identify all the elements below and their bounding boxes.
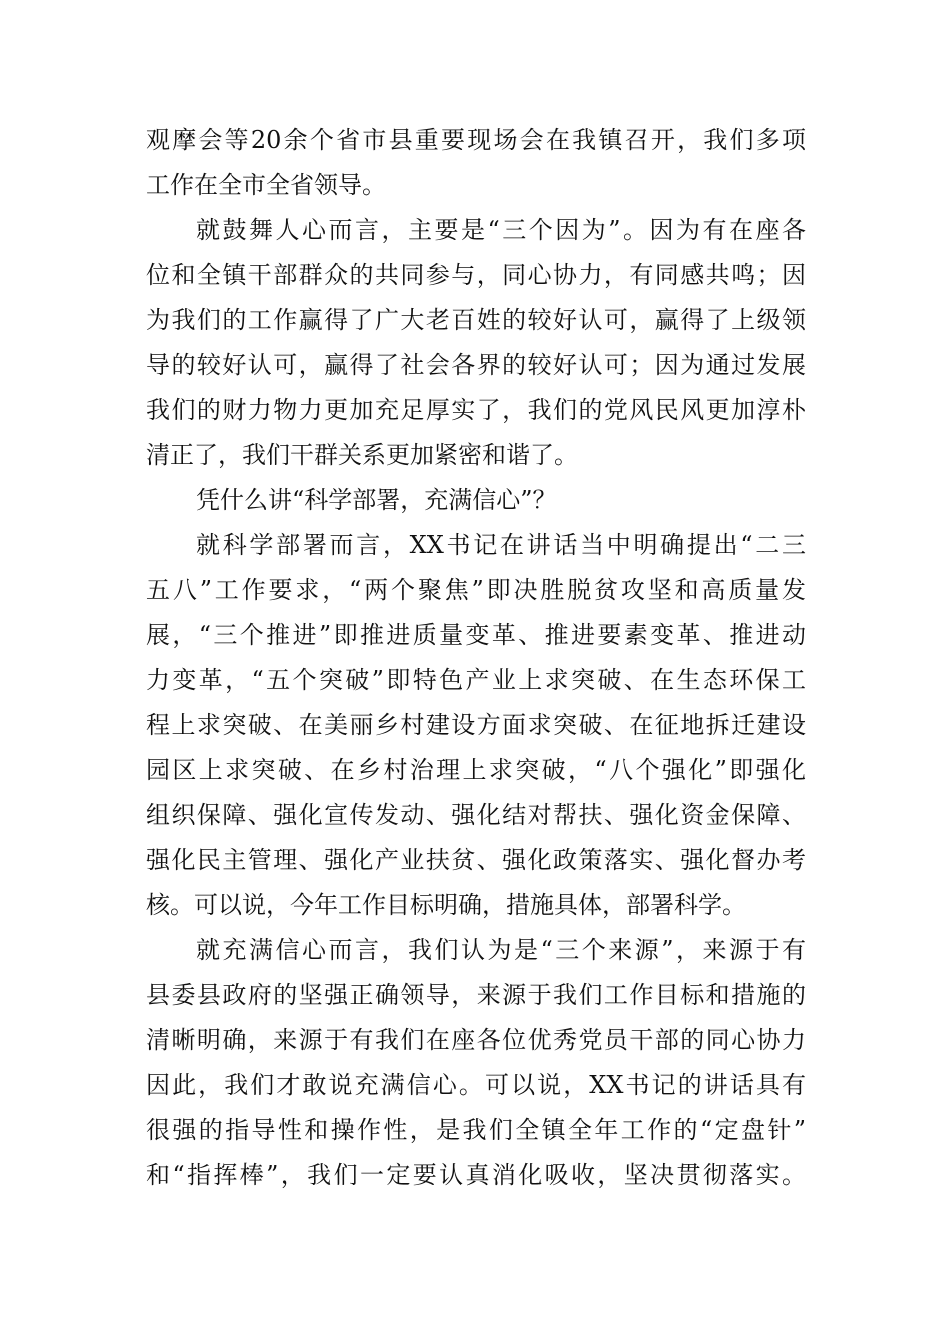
text-line: 工作在全市全省领导。 (146, 171, 386, 199)
text-line: 程上求突破、在美丽乡村建设方面求突破、在征地拆迁建设 (146, 711, 806, 739)
text-line: 园区上求突破、在乡村治理上求突破，“八个强化”即强化 (146, 756, 806, 784)
text-line: 为我们的工作赢得了广大老百姓的较好认可，赢得了上级领 (146, 306, 806, 334)
text-line: 因此，我们才敢说充满信心。可以说，XX书记的讲话具有 (146, 1071, 806, 1099)
section-question: 凭什么讲“科学部署，充满信心”？ (196, 486, 557, 514)
text-line: 力变革，“五个突破”即特色产业上求突破、在生态环保工 (146, 666, 806, 694)
text-line: 展，“三个推进”即推进质量变革、推进要素变革、推进动 (146, 621, 806, 649)
text-line: 和“指挥棒”，我们一定要认真消化吸收，坚决贯彻落实。 (146, 1161, 806, 1189)
text-line: 我们的财力物力更加充足厚实了，我们的党风民风更加淳朴 (146, 396, 806, 424)
text-line: 五八”工作要求，“两个聚焦”即决胜脱贫攻坚和高质量发 (146, 576, 806, 604)
text-line: 导的较好认可，赢得了社会各界的较好认可；因为通过发展 (146, 351, 806, 379)
text-line: 强化民主管理、强化产业扶贫、强化政策落实、强化督办考 (146, 846, 806, 874)
text-line: 县委县政府的坚强正确领导，来源于我们工作目标和措施的 (146, 981, 806, 1009)
text-line: 清晰明确，来源于有我们在座各位优秀党员干部的同心协力 (146, 1026, 806, 1054)
text-line: 位和全镇干部群众的共同参与，同心协力，有同感共鸣；因 (146, 261, 806, 289)
text-line: 组织保障、强化宣传发动、强化结对帮扶、强化资金保障、 (146, 801, 806, 829)
text-line: 观摩会等20余个省市县重要现场会在我镇召开，我们多项 (146, 126, 806, 154)
paragraph-first-line: 就鼓舞人心而言，主要是“三个因为”。因为有在座各 (196, 216, 806, 244)
paragraph-first-line: 就科学部署而言，XX书记在讲话当中明确提出“二三 (196, 531, 806, 559)
text-line: 清正了，我们干群关系更加紧密和谐了。 (146, 441, 578, 469)
text-line: 核。可以说，今年工作目标明确，措施具体，部署科学。 (146, 891, 746, 919)
paragraph-first-line: 就充满信心而言，我们认为是“三个来源”，来源于有 (196, 936, 806, 964)
text-line: 很强的指导性和操作性，是我们全镇全年工作的“定盘针” (146, 1116, 806, 1144)
